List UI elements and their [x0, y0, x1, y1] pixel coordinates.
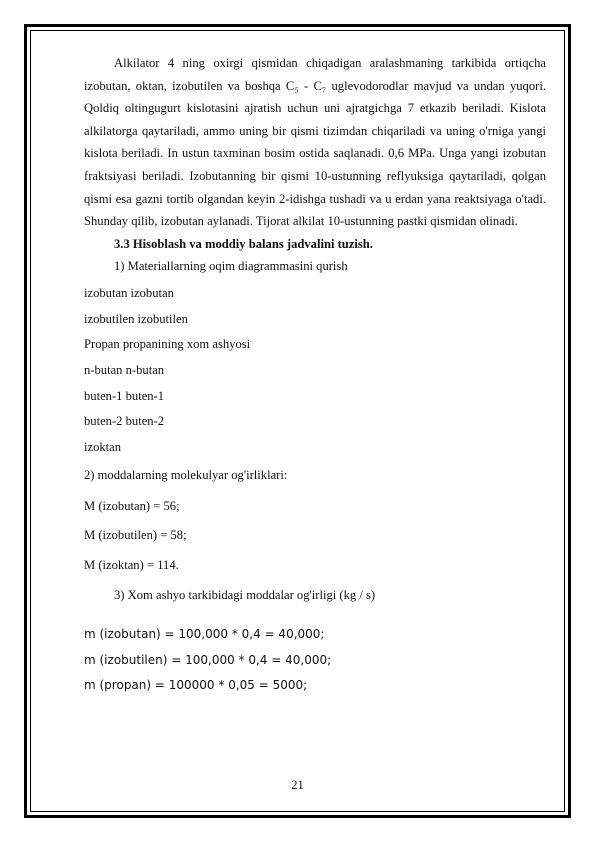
flow-item: buten-1 buten-1: [84, 388, 165, 403]
flow-item: buten-2 buten-2: [84, 414, 165, 429]
mass-calculation-list: [84, 622, 546, 699]
flow-item: Propan propanining xom ashyosi: [84, 337, 251, 352]
step-2-text: 2) moddalarning molekulyar og'irliklari:: [84, 467, 288, 482]
flow-item: n-butan n-butan: [84, 363, 165, 378]
mass-line: m (propan) = 100000 * 0,05 = 5000;: [84, 678, 308, 693]
step-1-text: 1) Materiallarning oqim diagrammasini qurish: [114, 259, 348, 274]
molecular-weights-list: [84, 492, 546, 581]
mass-line: m (izobutan) = 100,000 * 0,4 = 40,000;: [84, 627, 325, 642]
molecular-weight-line: M (izobutan) = 56;: [84, 498, 180, 513]
step-3-text: 3) Xom ashyo tarkibidagi moddalar og'irligi (kg / s): [114, 588, 376, 603]
molecular-weight-line: M (izoktan) = 114.: [84, 557, 179, 572]
intro-paragraph: Alkilator 4 ning oxirgi qismidan chiqadigan aralashmaning tarkibida ortiqcha izobutan, oktan, izobutilen va boshqa C₅ - C₇ uglevodorodlar mavjud va undan yuqori. Qoldiq oltingugurt kislotasini ajratish uchun uni ajratgichga 7 etkazib beriladi. Kislota alkilatorga qaytariladi, ammo uning bir qismi tizimdan chiqariladi va uning o'rniga yangi kislota beriladi. In ustun taxminan bosim ostida saqlanadi. 0,6 MPa. Unga yangi izobutan fraktsiyasi beriladi. Izobutanning bir qismi 10-ustunning reflyuksiga qaytariladi, qolgan qismi esa gazni tortib olgandan keyin 2-idishga tushadi va u erdan yana reaktsiyaga o'tadi. Shunday qilib, izobutan aylanadi. Tijorat alkilat 10-ustunning pastki qismidan olinadi.: [84, 56, 546, 229]
page-number: 21: [291, 778, 304, 792]
molecular-weight-line: M (izobutilen) = 58;: [84, 528, 187, 543]
flow-diagram-list: [84, 281, 546, 461]
flow-item: izobutilen izobutilen: [84, 311, 188, 326]
section-heading: 3.3 Hisoblash va moddiy balans jadvalini tuzish.: [114, 236, 373, 251]
flow-item: izobutan izobutan: [84, 285, 174, 300]
page-content: [84, 52, 546, 699]
mass-line: m (izobutilen) = 100,000 * 0,4 = 40,000;: [84, 652, 332, 667]
flow-item: izoktan: [84, 440, 122, 455]
